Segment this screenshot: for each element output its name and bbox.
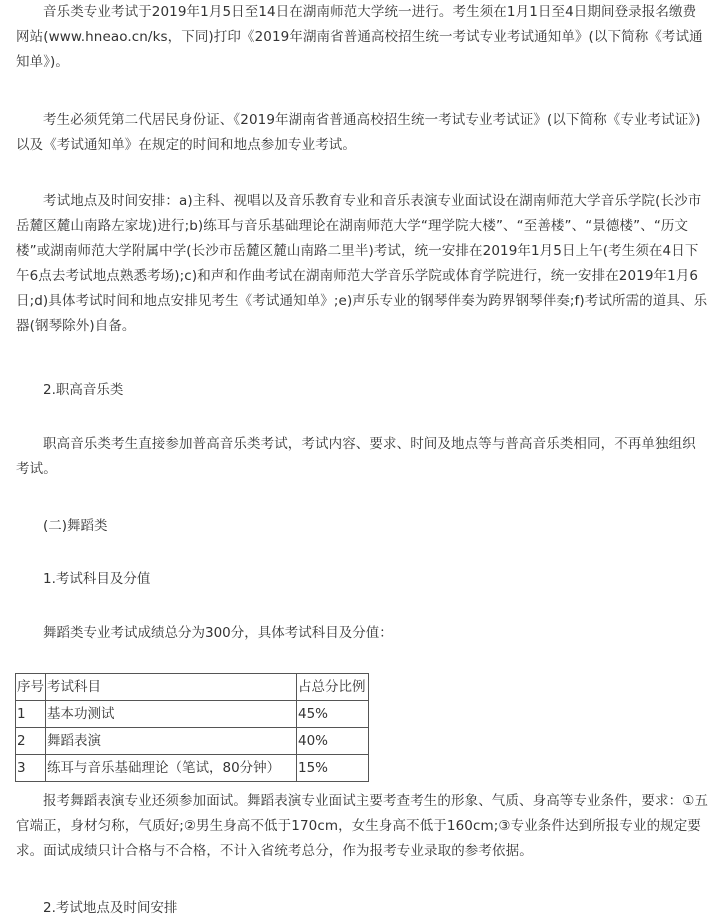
table-cell: 舞蹈表演 (46, 728, 297, 755)
table-header-cell: 序号 (16, 674, 46, 701)
paragraph-required-documents: 考生必须凭第二代居民身份证、《2019年湖南省普通高校招生统一考试专业考试证》(以下简称《专业考试证》)以及《考试通知单》在规定的时间和地点参加专业考试。 (16, 112, 701, 153)
paragraph-vocational-music: 职高音乐类考生直接参加普高音乐类考试，考试内容、要求、时间及地点等与普高音乐类相同，不再单独组织考试。 (16, 436, 696, 477)
dance-subjects-table (15, 673, 369, 782)
table-cell: 2 (16, 728, 46, 755)
paragraph-dance-interview: 报考舞蹈表演专业还须参加面试。舞蹈表演专业面试主要考查考生的形象、气质、身高等专业条件，要求：①五官端正，身材匀称，气质好;②男生身高不低于170cm，女生身高不低于160cm;③专业条件达到所报专业的规定要求。面试成绩只计合格与不合格，不计入省统考总分，作为报考专业录取的参考依据。 (16, 793, 709, 859)
heading-vocational-music: 2.职高音乐类 (43, 382, 124, 398)
table-header-cell: 考试科目 (46, 674, 297, 701)
table-row (16, 728, 369, 755)
table-cell: 基本功测试 (46, 701, 297, 728)
table-header-row (16, 674, 369, 701)
table-cell: 3 (16, 755, 46, 782)
table-cell: 练耳与音乐基础理论（笔试，80分钟） (46, 755, 297, 782)
heading-exam-location-time: 2.考试地点及时间安排 (43, 900, 178, 916)
heading-dance: (二)舞蹈类 (43, 518, 108, 534)
paragraph-exam-locations: 考试地点及时间安排：a)主科、视唱以及音乐教育专业和音乐表演专业面试设在湖南师范大学音乐学院(长沙市岳麓区麓山南路左家垅)进行;b)练耳与音乐基础理论在湖南师范大学“理学院大楼”、“至善楼”、“景德楼”、“历文楼”或湖南师范大学附属中学(长沙市岳麓区麓山南路二里半)考试，统一安排在2019年1月5日上午(考生须在4日下午6点去考试地点熟悉考场);c)和声和作曲考试在湖南师范大学音乐学院或体育学院进行，统一安排在2019年1月6日;d)具体考试时间和地点安排见考生《考试通知单》;e)声乐专业的钢琴伴奏为跨界钢琴伴奏;f)考试所需的道具、乐器(钢琴除外)自备。 (16, 193, 708, 334)
table-cell: 1 (16, 701, 46, 728)
table-cell: 15% (297, 755, 369, 782)
table-cell: 40% (297, 728, 369, 755)
paragraph-exam-schedule: 音乐类专业考试于2019年1月5日至14日在湖南师范大学统一进行。考生须在1月1日至4日期间登录报名缴费网站(www.hneao.cn/ks，下同)打印《2019年湖南省普通高校招生统一考试专业考试通知单》(以下简称《考试通知单》)。 (16, 4, 703, 70)
table-row (16, 755, 369, 782)
heading-dance-subjects: 1.考试科目及分值 (43, 571, 151, 587)
table-row (16, 701, 369, 728)
paragraph-dance-total-score: 舞蹈类专业考试成绩总分为300分，具体考试科目及分值： (43, 625, 393, 641)
table-header-cell: 占总分比例 (297, 674, 369, 701)
table-cell: 45% (297, 701, 369, 728)
